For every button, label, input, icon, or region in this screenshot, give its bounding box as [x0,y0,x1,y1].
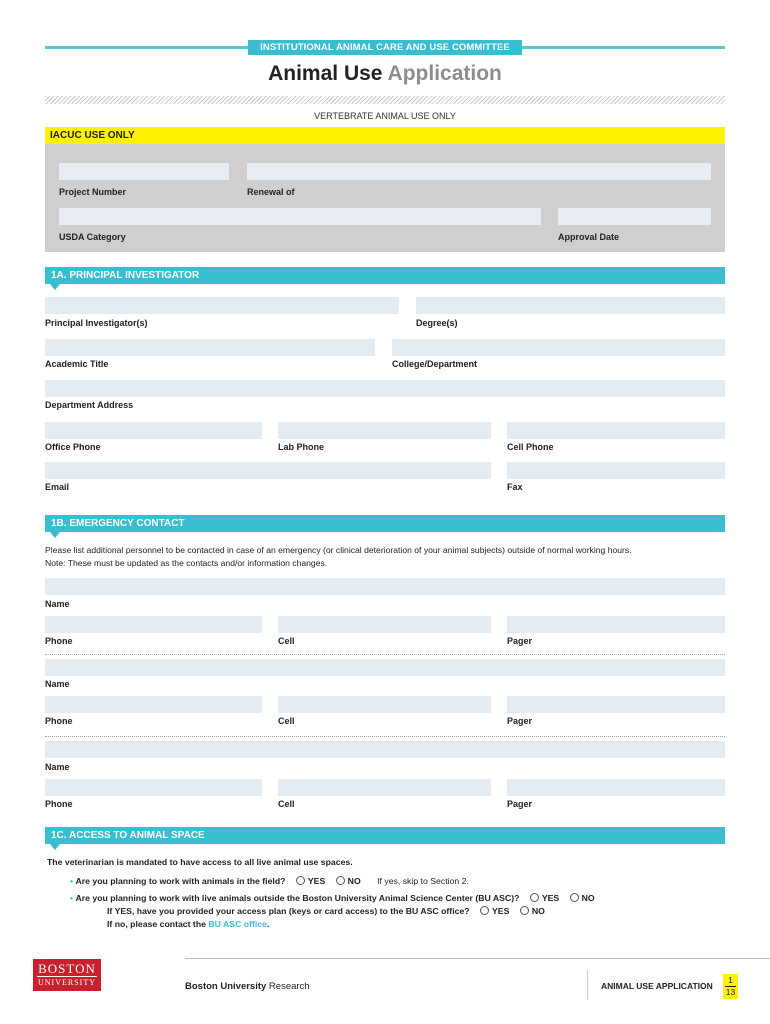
fax-field[interactable] [507,462,725,479]
contact2-pager-field[interactable] [507,696,725,713]
hatch-divider [45,96,725,104]
bullet-icon: • [70,893,74,903]
academic-title-label: Academic Title [45,359,109,369]
document-name: ANIMAL USE APPLICATION [601,981,713,991]
section-1a-title: 1A. PRINCIPAL INVESTIGATOR [51,270,200,281]
bullet-icon: • [70,876,74,886]
contact2-phone-field[interactable] [45,696,262,713]
contact1-phone-label: Phone [45,636,73,646]
question-outside-asc [70,893,595,903]
question-outside-asc-text: Are you planning to work with live animals outside the Boston University Animal Science Center (BU ASC)? [75,893,520,903]
q3-no-label: NO [531,906,545,916]
lab-phone-label: Lab Phone [278,442,325,452]
page-indicator [723,974,738,999]
title-bold: Animal Use [268,62,383,85]
approval-date-field[interactable] [558,208,711,225]
contact1-cell-label: Cell [278,636,295,646]
heading-pointer [50,284,60,290]
cell-phone-field[interactable] [507,422,725,439]
fax-label: Fax [507,482,523,492]
heading-pointer [50,844,60,850]
contact2-cell-label: Cell [278,716,295,726]
page-number: 1 [725,975,736,987]
section-1b-title: 1B. EMERGENCY CONTACT [51,518,185,529]
degrees-label: Degree(s) [416,318,458,328]
heading-pointer [50,532,60,538]
contact-divider [45,654,725,655]
lab-phone-field[interactable] [278,422,491,439]
usda-category-label: USDA Category [59,232,126,242]
contact3-phone-field[interactable] [45,779,262,796]
footer-separator [587,970,588,1000]
renewal-of-field[interactable] [247,163,711,180]
contact2-cell-field[interactable] [278,696,491,713]
q3-no-radio[interactable] [520,906,529,915]
office-phone-label: Office Phone [45,442,101,452]
dept-address-field[interactable] [45,380,725,397]
contact2-name-field[interactable] [45,659,725,676]
contact2-name-label: Name [45,679,70,689]
project-number-field[interactable] [59,163,229,180]
pi-label: Principal Investigator(s) [45,318,148,328]
contact3-name-field[interactable] [45,741,725,758]
question-access-plan-text: If YES, have you provided your access plan (keys or card access) to the BU ASC office? [107,906,470,916]
footer-rule [185,958,770,959]
question-field-work-text: Are you planning to work with animals in the field? [75,876,286,886]
renewal-of-label: Renewal of [247,187,295,197]
q2-yes-label: YES [541,893,560,903]
question-field-work [70,876,469,886]
pi-field[interactable] [45,297,399,314]
iacuc-box [45,144,725,252]
contact3-pager-label: Pager [507,799,533,809]
contact-office-period: . [266,919,270,929]
page-title [0,62,770,86]
page-total: 13 [725,987,736,997]
q3-yes-radio[interactable] [480,906,489,915]
q2-no-label: NO [581,893,595,903]
question-access-plan [107,906,545,916]
access-intro [47,857,353,867]
q2-no-radio[interactable] [570,893,579,902]
section-1b-heading [45,515,725,532]
q1-yes-label: YES [307,876,326,886]
usda-category-field[interactable] [59,208,541,225]
contact1-pager-field[interactable] [507,616,725,633]
bu-research-bold: Boston University [185,981,267,992]
degrees-field[interactable] [416,297,725,314]
iacuc-heading: IACUC USE ONLY [45,127,725,144]
committee-label: INSTITUTIONAL ANIMAL CARE AND USE COMMITTEE [248,40,522,55]
email-field[interactable] [45,462,491,479]
contact1-name-label: Name [45,599,70,609]
q1-yes-radio[interactable] [296,876,305,885]
contact1-pager-label: Pager [507,636,533,646]
bu-research-rest: Research [266,981,310,992]
office-phone-field[interactable] [45,422,262,439]
section-1c-title: 1C. ACCESS TO ANIMAL SPACE [51,830,205,841]
contact-office-text: If no, please contact the [107,919,206,929]
contact-divider [45,736,725,737]
q3-yes-label: YES [492,906,510,916]
college-field[interactable] [392,339,725,356]
dept-address-label: Department Address [45,400,134,410]
question-contact-office [107,919,269,929]
contact3-phone-label: Phone [45,799,73,809]
project-number-label: Project Number [59,187,127,197]
section-1a-heading [45,267,725,284]
q2-yes-radio[interactable] [530,893,539,902]
contact1-name-field[interactable] [45,578,725,595]
title-light: Application [387,62,502,85]
emergency-note-1: Please list additional personnel to be contacted in case of an emergency (or clinical deterioration of your animal subjects) outside of normal working hours. [45,545,632,555]
contact1-cell-field[interactable] [278,616,491,633]
contact3-cell-field[interactable] [278,779,491,796]
contact2-phone-label: Phone [45,716,73,726]
bu-asc-office-link[interactable]: BU ASC office [208,919,267,929]
boston-university-logo [33,959,101,991]
email-label: Email [45,482,70,492]
bu-research-label [185,981,310,992]
college-label: College/Department [392,359,478,369]
contact3-cell-label: Cell [278,799,295,809]
academic-title-field[interactable] [45,339,375,356]
contact2-pager-label: Pager [507,716,533,726]
q1-no-radio[interactable] [336,876,345,885]
logo-line1: BOSTON [38,961,96,976]
logo-line2: UNIVERSITY [38,978,96,987]
cell-phone-label: Cell Phone [507,442,554,452]
contact3-name-label: Name [45,762,70,772]
contact1-phone-field[interactable] [45,616,262,633]
emergency-note-2: Note: These must be updated as the contacts and/or information changes. [45,558,328,568]
approval-date-label: Approval Date [558,232,620,242]
contact3-pager-field[interactable] [507,779,725,796]
subtitle: VERTEBRATE ANIMAL USE ONLY [314,111,456,121]
section-1c-heading [45,827,725,844]
q1-hint: If yes, skip to Section 2. [377,876,469,886]
q1-no-label: NO [347,876,361,886]
access-intro-text: The veterinarian is mandated to have access to all live animal use spaces. [47,857,353,867]
